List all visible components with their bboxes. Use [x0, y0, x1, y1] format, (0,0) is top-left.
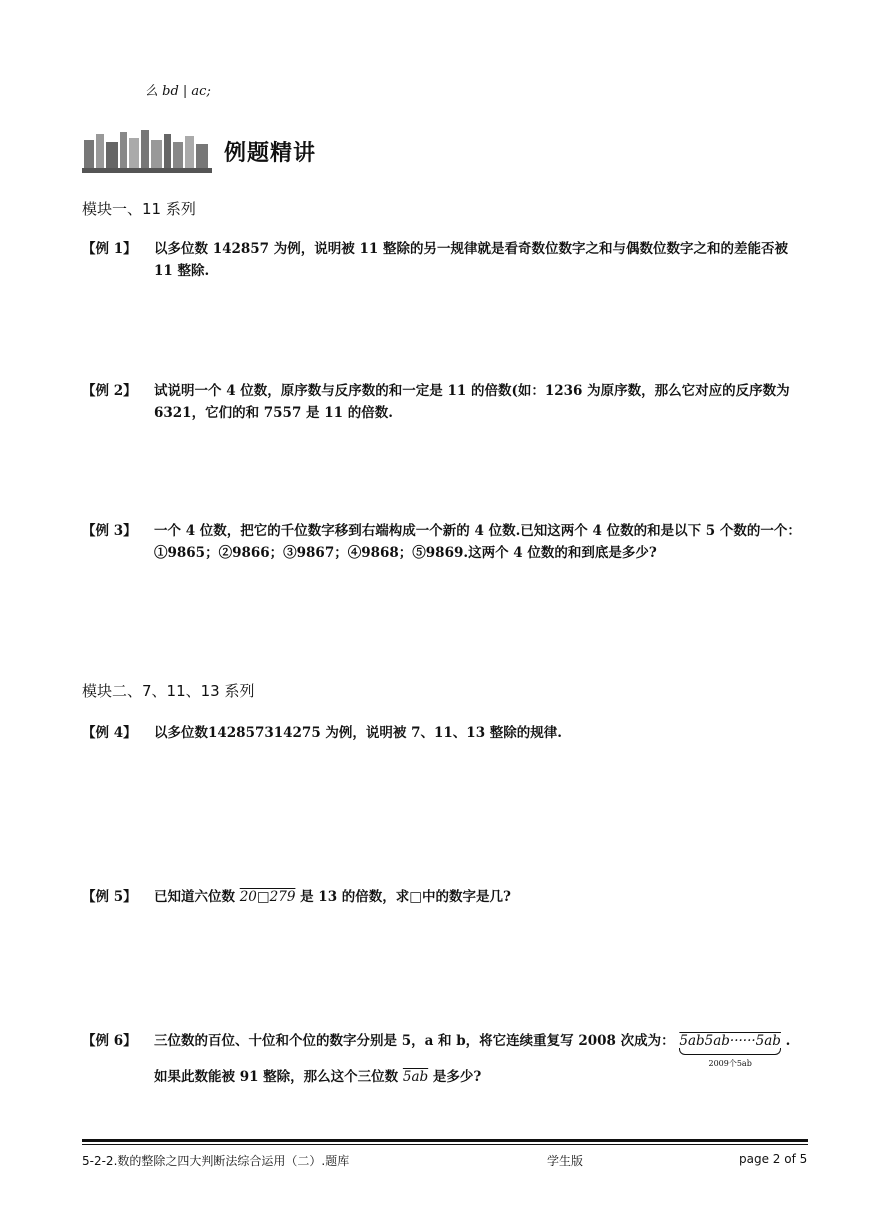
footer-center: 学生版 — [547, 1154, 584, 1168]
example-6 — [82, 1030, 808, 1088]
example-label: 【例 5】 — [82, 889, 137, 905]
footer-rule-thin — [82, 1144, 808, 1145]
text-segment: 如果此数能被 91 整除，那么这个三位数 — [154, 1069, 399, 1085]
example-label: 【例 3】 — [82, 523, 137, 539]
text-segment: 已知道六位数 — [154, 889, 235, 905]
text-segment: 是 13 的倍数，求□中的数字是几? — [300, 889, 511, 905]
text-segment: 是多少? — [432, 1069, 482, 1085]
example-label: 【例 1】 — [82, 241, 137, 257]
example-2 — [82, 380, 808, 424]
top-fragment: 么 bd | ac; — [145, 84, 211, 99]
overlined-number: 5ab — [402, 1069, 429, 1085]
text-segment: 三位数的百位、十位和个位的数字分别是 5，a 和 b，将它连续重复写 2008 次成为： — [154, 1033, 675, 1049]
example-text — [154, 886, 808, 908]
example-text: 以多位数 142857 为例，说明被 11 整除的另一规律就是看奇数位数字之和与偶数位数字之和的差能否被 11 整除. — [154, 241, 788, 279]
example-text: 一个 4 位数，把它的千位数字移到右端构成一个新的 4 位数.已知这两个 4 位数的和是以下 5 个数的一个：①9865；②9866；③9867；④9868；⑤9869.这两个 4 位数的和到底是多少? — [154, 523, 801, 561]
section-title: 例题精讲 — [224, 140, 317, 166]
overlined-number: 5ab5ab······5ab — [679, 1033, 781, 1049]
overlined-number: 20□279 — [239, 889, 296, 905]
brace-note: 2009个5ab — [708, 1059, 752, 1068]
example-text: 以多位数142857314275 为例，说明被 7、11、13 整除的规律. — [154, 725, 562, 741]
footer-left: 5-2-2.数的整除之四大判断法综合运用（二）.题库 — [82, 1154, 350, 1168]
example-label: 【例 2】 — [82, 383, 137, 399]
module-heading-2: 模块二、7、11、13 系列 — [82, 682, 255, 700]
example-5 — [82, 886, 808, 908]
example-text: 三位数的百位、十位和个位的数字分别是 5，a 和 b，将它连续重复写 2008 次成为： 5ab5ab······5ab 2009个5ab . 如果此数能被 91 整除，那么这个三位数 5ab 是多少? — [154, 1033, 791, 1085]
example-4 — [82, 722, 808, 744]
section-banner — [82, 126, 316, 176]
footer-page: page 2 of 5 — [739, 1152, 808, 1166]
books-icon — [82, 128, 212, 174]
footer-rule — [82, 1139, 808, 1142]
example-text: 试说明一个 4 位数，原序数与反序数的和一定是 11 的倍数(如：1236 为原序数，那么它对应的反序数为 6321，它们的和 7557 是 11 的倍数. — [154, 383, 790, 421]
module-heading-1: 模块一、11 系列 — [82, 200, 196, 218]
example-label: 【例 4】 — [82, 725, 137, 741]
example-3 — [82, 520, 808, 564]
example-label: 【例 6】 — [82, 1033, 137, 1049]
example-1 — [82, 238, 808, 282]
